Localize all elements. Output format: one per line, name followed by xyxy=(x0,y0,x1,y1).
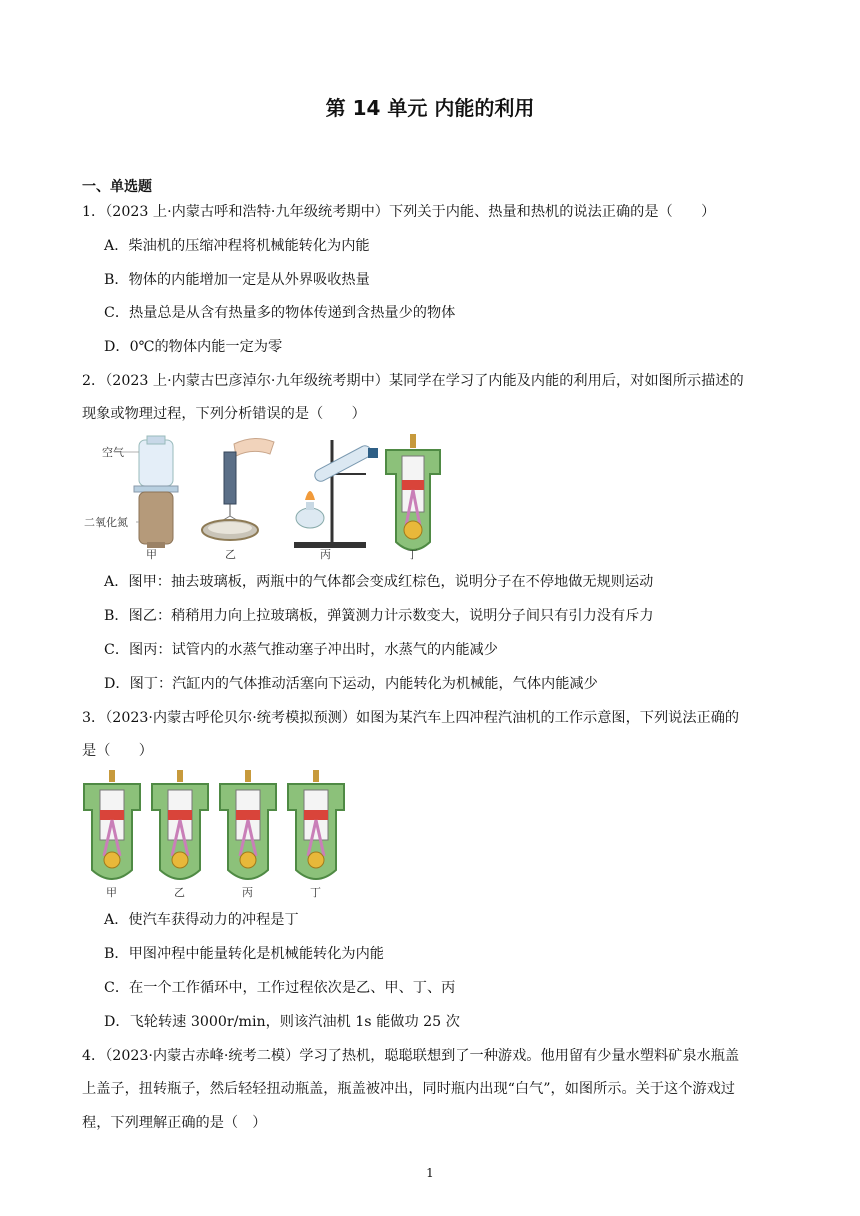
question-1-option-d[interactable]: D．0℃的物体内能一定为零 xyxy=(104,339,283,355)
section-heading: 一、单选题 xyxy=(82,179,152,195)
engine-bing-illustration xyxy=(220,770,276,879)
question-3-option-b[interactable]: B．甲图冲程中能量转化是机械能转化为内能 xyxy=(104,946,384,962)
question-2-stem-line-2: 现象或物理过程，下列分析错误的是（ ） xyxy=(82,406,366,422)
question-4-stem-line-3: 程，下列理解正确的是（ ） xyxy=(82,1115,267,1131)
engine-ding-illustration xyxy=(288,770,344,879)
engine-cylinder-illustration xyxy=(386,434,440,550)
figure-caption-jia: 甲 xyxy=(146,548,157,561)
question-4-stem-line-2: 上盖子，扭转瓶子，然后轻轻扭动瓶盖，瓶盖被冲出，同时瓶内出现“白气”，如图所示。关于这个游戏过 xyxy=(82,1081,735,1097)
question-2-option-b[interactable]: B．图乙：稍稍用力向上拉玻璃板，弹簧测力计示数变大，说明分子间只有引力没有斥力 xyxy=(104,608,654,624)
question-1-option-c[interactable]: C．热量总是从含有热量多的物体传递到含热量少的物体 xyxy=(104,305,456,321)
figure-caption-yi: 乙 xyxy=(225,548,236,561)
figure-label-no2: 二氧化氮 xyxy=(84,516,128,529)
figure-caption-ding: 丁 xyxy=(407,548,418,561)
question-2-figure xyxy=(84,434,464,564)
gas-diffusion-jars-illustration xyxy=(84,436,178,548)
page-number: 1 xyxy=(426,1166,434,1180)
question-3-stem-line-1: 3．（2023·内蒙古呼伦贝尔·统考模拟预测）如图为某汽车上四冲程汽油机的工作示意图，下列说法正确的 xyxy=(82,710,740,726)
engine-yi-illustration xyxy=(152,770,208,879)
question-3-option-d[interactable]: D．飞轮转速 3000r/min，则该汽油机 1s 能做功 25 次 xyxy=(104,1014,460,1030)
engine-caption-ding: 丁 xyxy=(310,886,321,899)
question-3-figure xyxy=(82,770,352,900)
test-tube-stand-illustration xyxy=(294,440,378,548)
engine-caption-jia: 甲 xyxy=(106,886,117,899)
question-2-stem-line-1: 2．（2023 上·内蒙古巴彦淖尔·九年级统考期中）某同学在学习了内能及内能的利用后，对如图所示描述的 xyxy=(82,373,744,389)
question-2-option-a[interactable]: A．图甲：抽去玻璃板，两瓶中的气体都会变成红棕色，说明分子在不停地做无规则运动 xyxy=(104,574,654,590)
engine-caption-bing: 丙 xyxy=(242,886,253,899)
question-1-option-b[interactable]: B．物体的内能增加一定是从外界吸收热量 xyxy=(104,272,370,288)
question-2-option-d[interactable]: D．图丁：汽缸内的气体推动活塞向下运动，内能转化为机械能，气体内能减少 xyxy=(104,676,598,692)
question-3-option-c[interactable]: C．在一个工作循环中，工作过程依次是乙、甲、丁、丙 xyxy=(104,980,456,996)
question-3-option-a[interactable]: A．使汽车获得动力的冲程是丁 xyxy=(104,912,299,928)
engine-jia-illustration xyxy=(84,770,140,879)
figure-label-air: 空气 xyxy=(102,446,124,459)
spring-scale-illustration xyxy=(202,438,274,540)
question-4-stem-line-1: 4．（2023·内蒙古赤峰·统考二模）学习了热机，聪聪联想到了一种游戏。他用留有少量水塑料矿泉水瓶盖 xyxy=(82,1048,740,1064)
question-2-option-c[interactable]: C．图丙：试管内的水蒸气推动塞子冲出时，水蒸气的内能减少 xyxy=(104,642,498,658)
question-1-option-a[interactable]: A．柴油机的压缩冲程将机械能转化为内能 xyxy=(104,238,370,254)
question-3-stem-line-2: 是（ ） xyxy=(82,743,153,759)
engine-caption-yi: 乙 xyxy=(174,886,185,899)
question-1-stem: 1．（2023 上·内蒙古呼和浩特·九年级统考期中）下列关于内能、热量和热机的说法正确的是（ ） xyxy=(82,204,716,220)
page-title: 第 14 单元 内能的利用 xyxy=(325,96,535,120)
figure-caption-bing: 丙 xyxy=(320,548,331,561)
